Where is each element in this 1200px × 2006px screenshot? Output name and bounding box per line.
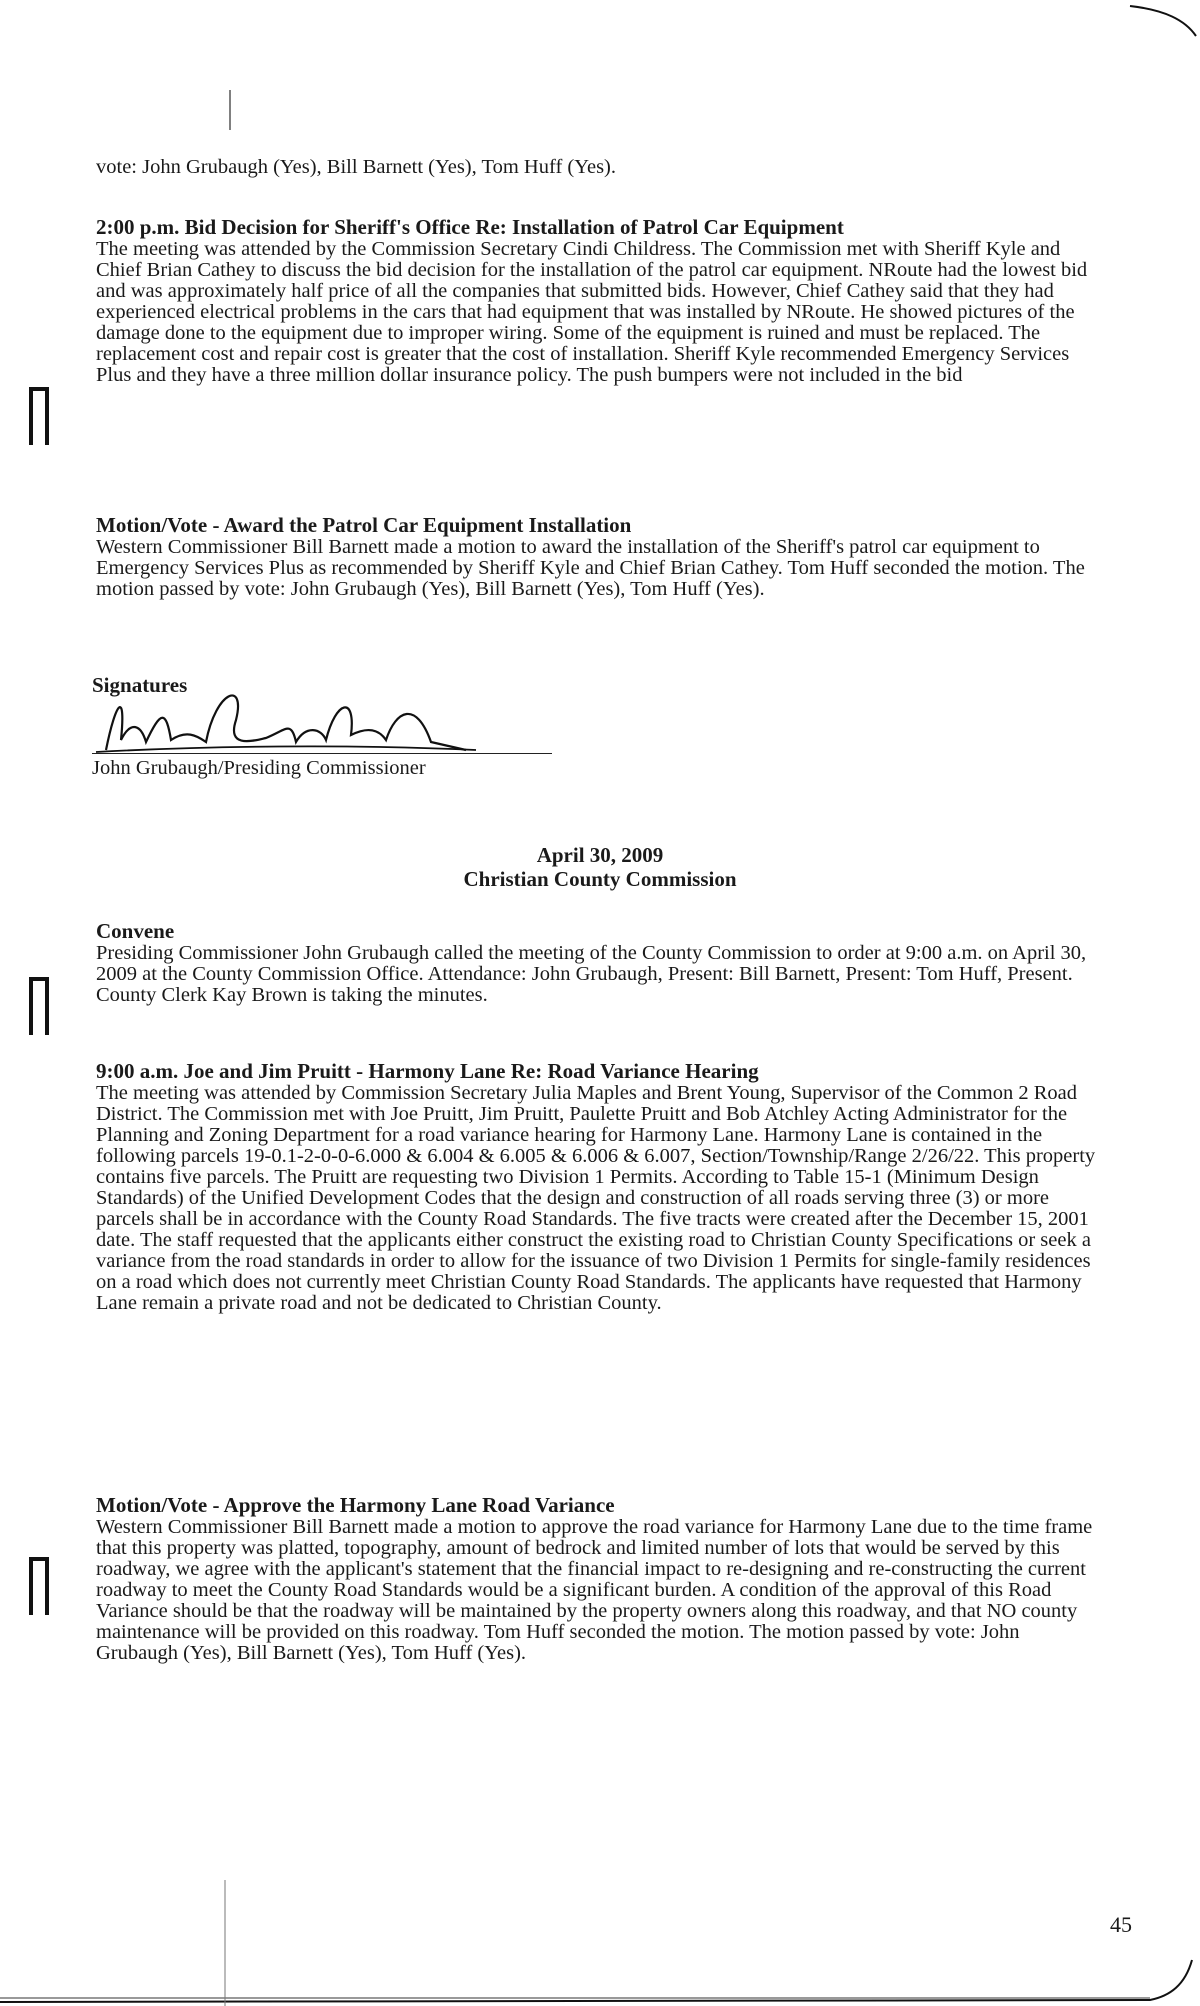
signature-caption: John Grubaugh/Presiding Commissioner (92, 757, 426, 779)
page-number: 45 (1110, 1912, 1132, 1937)
meeting-date: April 30, 2009 (536, 843, 664, 867)
binder-hole-icon (28, 385, 50, 447)
section-heading-convene: Convene (96, 919, 175, 943)
section-body-award-motion: Western Commissioner Bill Barnett made a motion to award the installation of the Sheriff's patrol car equipment to Emergency Services Plus as recommended by Sheriff Kyle and Chief Brian Cathey. Tom Huff seconded the motion. The motion passed by vote: John Grubaugh (Yes), Bill Barnett (Yes), Tom Huff (Yes). (96, 536, 1085, 600)
binder-hole-icon (28, 1555, 50, 1617)
section-heading-award-motion: Motion/Vote - Award the Patrol Car Equipment Installation (96, 513, 632, 537)
section-heading-approve-variance: Motion/Vote - Approve the Harmony Lane Road Variance (96, 1493, 615, 1517)
section-body-approve-variance: Western Commissioner Bill Barnett made a motion to approve the road variance for Harmony Lane due to the time frame that this property was platted, topography, amount of bedrock and limited number of lots that would be served by this roadway, we agree with the applicant's statement that the financial impact to re-designing and re-constructing the current roadway to meet the County Road Standards would be a significant burden. A condition of the approval of this Road Variance should be that the roadway will be maintained by the property owners along this roadway, and that NO county maintenance will be provided on this roadway. Tom Huff seconded the motion. The motion passed by vote: John Grubaugh (Yes), Bill Barnett (Yes), Tom Huff (Yes). (96, 1516, 1093, 1664)
section-heading-bid-decision: 2:00 p.m. Bid Decision for Sheriff's Office Re: Installation of Patrol Car Equipment (96, 215, 844, 239)
signatures-heading: Signatures (92, 673, 188, 697)
section-body-road-variance: The meeting was attended by Commission Secretary Julia Maples and Brent Young, Supervisor of the Common 2 Road District. The Commission met with Joe Pruitt, Jim Pruitt, Paulette Pruitt and Bob Atchley Acting Administrator for the Planning and Zoning Department for a road variance hearing for Harmony Lane. Harmony Lane is contained in the following parcels 19-0.1-2-0-0-6.000 & 6.004 & 6.005 & 6.006 & 6.007, Section/Township/Range 2/26/22. This property contains five parcels. The Pruitt are requesting two Division 1 Permits. According to Table 15-1 (Minimum Design Standards) of the Unified Development Codes that the design and construction of all roads serving three (3) or more parcels shall be in accordance with the County Road Standards. The five tracts were created after the December 15, 2001 date. The staff requested that the applicants either construct the existing road to Christian County Specifications or seek a variance from the road standards in order to allow for the issuance of two Division 1 Permits for single-family residences on a road which does not currently meet Christian County Road Standards. The applicants have requested that Harmony Lane remain a private road and not be dedicated to Christian County. (96, 1082, 1096, 1314)
top-vote-line: vote: John Grubaugh (Yes), Bill Barnett (Yes), Tom Huff (Yes). (96, 156, 616, 178)
signature-line (92, 753, 552, 754)
commission-name: Christian County Commission (463, 867, 737, 891)
section-body-convene: Presiding Commissioner John Grubaugh called the meeting of the County Commission to order at 9:00 a.m. on April 30, 2009 at the County Commission Office. Attendance: John Grubaugh, Present: Bill Barnett, Present: Tom Huff, Present. County Clerk Kay Brown is taking the minutes. (96, 942, 1087, 1006)
handwritten-signature (86, 680, 486, 760)
section-heading-road-variance: 9:00 a.m. Joe and Jim Pruitt - Harmony Lane Re: Road Variance Hearing (96, 1059, 759, 1083)
section-body-bid-decision: The meeting was attended by the Commission Secretary Cindi Childress. The Commission met with Sheriff Kyle and Chief Brian Cathey to discuss the bid decision for the installation of the patrol car equipment. NRoute had the lowest bid and was approximately half price of all the companies that submitted bids. However, Chief Cathey said that they had experienced electrical problems in the cars that had equipment that was installed by NRoute. He showed pictures of the damage done to the equipment due to improper wiring. Some of the equipment is ruined and must be replaced. The replacement cost and repair cost is greater that the cost of installation. Sheriff Kyle recommended Emergency Services Plus and they have a three million dollar insurance policy. The push bumpers were not included in the bid (96, 238, 1088, 386)
binder-hole-icon (28, 975, 50, 1037)
